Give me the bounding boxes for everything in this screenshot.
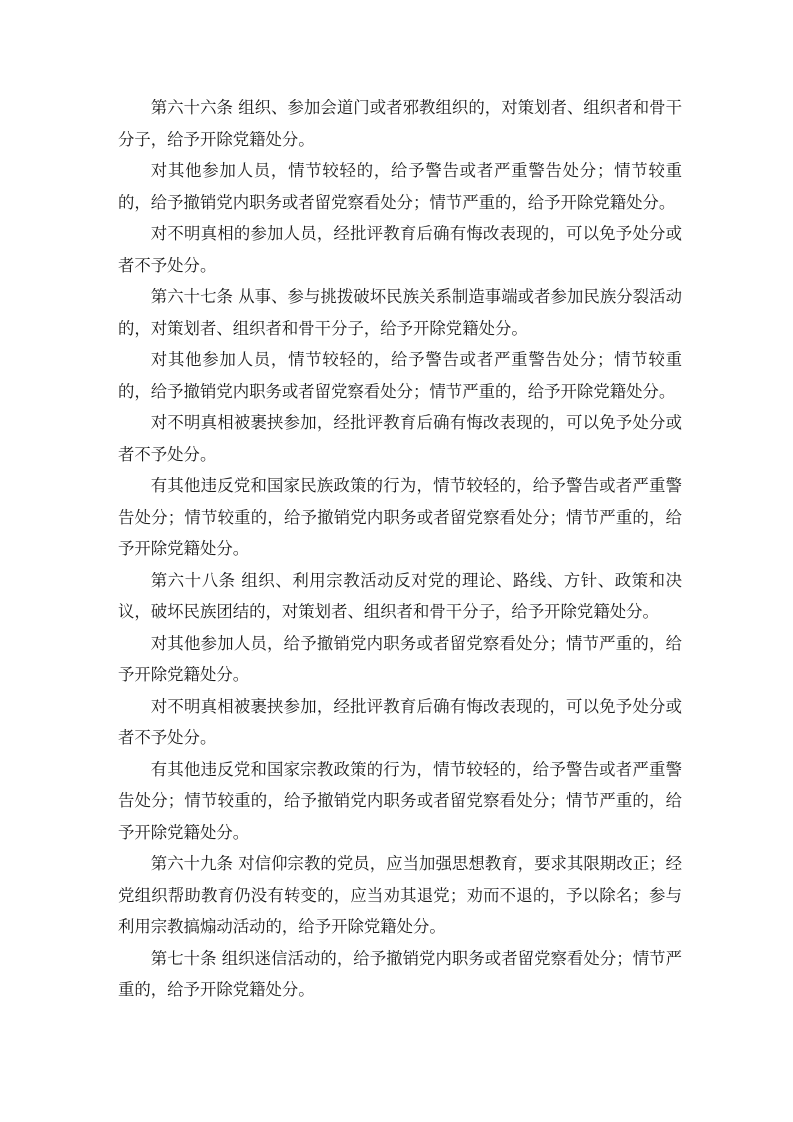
paragraph-article-68: 第六十八条 组织、利用宗教活动反对党的理论、路线、方针、政策和决议，破坏民族团结的，对策划者、组织者和骨干分子，给予开除党籍处分。: [118, 570, 682, 621]
paragraph: 对不明真相的参加人员，经批评教育后确有悔改表现的，可以免予处分或者不予处分。: [118, 224, 682, 275]
paragraph: 对不明真相被裹挟参加，经批评教育后确有悔改表现的，可以免予处分或者不予处分。: [118, 413, 682, 464]
paragraph-article-70: 第七十条 组织迷信活动的，给予撤销党内职务或者留党察看处分；情节严重的，给予开除党籍处分。: [118, 948, 682, 999]
paragraph: 对其他参加人员，情节较轻的，给予警告或者严重警告处分；情节较重的，给予撤销党内职务或者留党察看处分；情节严重的，给予开除党籍处分。: [118, 161, 682, 212]
paragraph-article-67: 第六十七条 从事、参与挑拨破坏民族关系制造事端或者参加民族分裂活动的，对策划者、组织者和骨干分子，给予开除党籍处分。: [118, 287, 682, 338]
document-page: [118, 92, 682, 1006]
paragraph-article-69: 第六十九条 对信仰宗教的党员，应当加强思想教育，要求其限期改正；经党组织帮助教育仍没有转变的，应当劝其退党；劝而不退的，予以除名；参与利用宗教搞煽动活动的，给予开除党籍处分。: [118, 854, 682, 936]
paragraph: 对其他参加人员，给予撤销党内职务或者留党察看处分；情节严重的，给予开除党籍处分。: [118, 633, 682, 684]
paragraph: 有其他违反党和国家宗教政策的行为，情节较轻的，给予警告或者严重警告处分；情节较重的，给予撤销党内职务或者留党察看处分；情节严重的，给予开除党籍处分。: [118, 759, 682, 842]
paragraph: 对其他参加人员，情节较轻的，给予警告或者严重警告处分；情节较重的，给予撤销党内职务或者留党察看处分；情节严重的，给予开除党籍处分。: [118, 350, 682, 401]
paragraph: 对不明真相被裹挟参加，经批评教育后确有悔改表现的，可以免予处分或者不予处分。: [118, 696, 682, 747]
paragraph: 有其他违反党和国家民族政策的行为，情节较轻的，给予警告或者严重警告处分；情节较重的，给予撤销党内职务或者留党察看处分；情节严重的，给予开除党籍处分。: [118, 476, 682, 558]
paragraph-article-66: 第六十六条 组织、参加会道门或者邪教组织的，对策划者、组织者和骨干分子，给予开除党籍处分。: [118, 98, 682, 149]
